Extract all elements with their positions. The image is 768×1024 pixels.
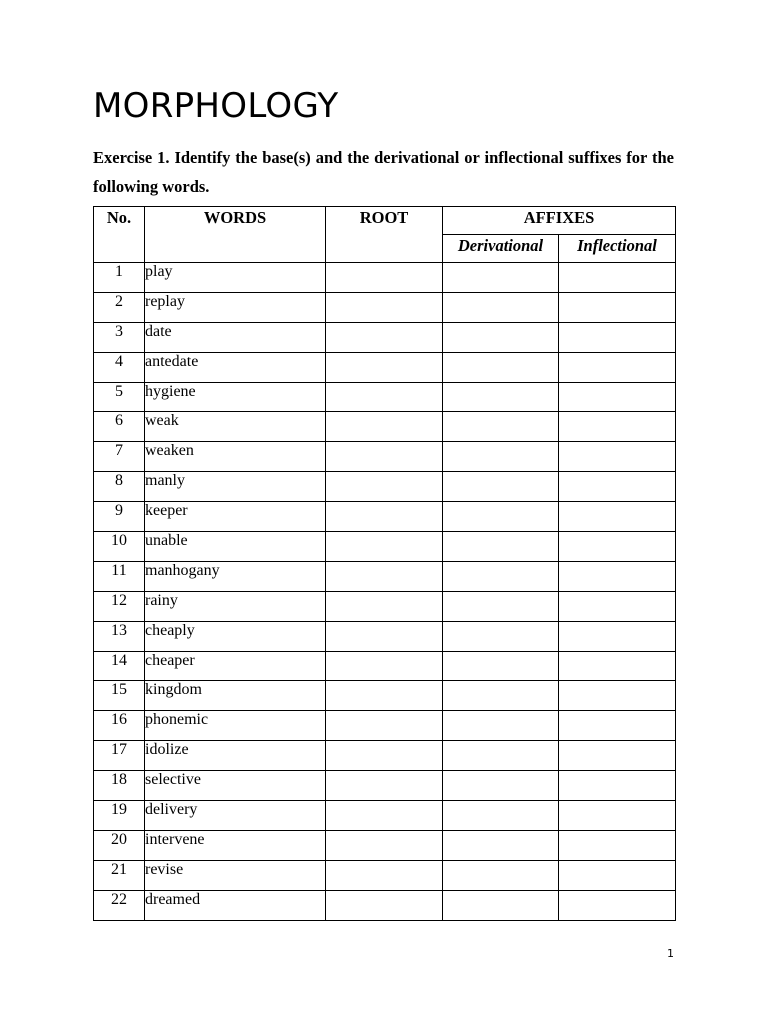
column-header-words: WORDS — [145, 207, 326, 263]
derivational-cell[interactable] — [443, 382, 559, 412]
word-cell: date — [145, 322, 326, 352]
table-row — [94, 830, 676, 860]
word-cell: cheaper — [145, 651, 326, 681]
derivational-cell[interactable] — [443, 352, 559, 382]
row-number: 16 — [94, 711, 145, 741]
inflectional-cell[interactable] — [559, 292, 676, 322]
word-cell: unable — [145, 532, 326, 562]
table-row — [94, 292, 676, 322]
root-cell[interactable] — [326, 292, 443, 322]
inflectional-cell[interactable] — [559, 860, 676, 890]
root-cell[interactable] — [326, 382, 443, 412]
root-cell[interactable] — [326, 741, 443, 771]
derivational-cell[interactable] — [443, 561, 559, 591]
word-cell: phonemic — [145, 711, 326, 741]
table-row — [94, 263, 676, 293]
row-number: 13 — [94, 621, 145, 651]
page-title: MORPHOLOGY — [93, 86, 339, 126]
row-number: 2 — [94, 292, 145, 322]
inflectional-cell[interactable] — [559, 472, 676, 502]
worksheet-table — [93, 206, 676, 921]
table-row — [94, 741, 676, 771]
table-row — [94, 442, 676, 472]
word-cell: manhogany — [145, 561, 326, 591]
row-number: 7 — [94, 442, 145, 472]
row-number: 14 — [94, 651, 145, 681]
inflectional-cell[interactable] — [559, 591, 676, 621]
table-row — [94, 591, 676, 621]
table-row — [94, 502, 676, 532]
table-row — [94, 472, 676, 502]
table-row — [94, 801, 676, 831]
row-number: 19 — [94, 801, 145, 831]
row-number: 18 — [94, 771, 145, 801]
inflectional-cell[interactable] — [559, 442, 676, 472]
inflectional-cell[interactable] — [559, 890, 676, 920]
root-cell[interactable] — [326, 711, 443, 741]
table-body — [94, 263, 676, 921]
derivational-cell[interactable] — [443, 651, 559, 681]
inflectional-cell[interactable] — [559, 322, 676, 352]
table-row — [94, 860, 676, 890]
row-number: 3 — [94, 322, 145, 352]
word-cell: revise — [145, 860, 326, 890]
word-cell: keeper — [145, 502, 326, 532]
word-cell: dreamed — [145, 890, 326, 920]
root-cell[interactable] — [326, 412, 443, 442]
root-cell[interactable] — [326, 801, 443, 831]
inflectional-cell[interactable] — [559, 502, 676, 532]
root-cell[interactable] — [326, 681, 443, 711]
derivational-cell[interactable] — [443, 472, 559, 502]
inflectional-cell[interactable] — [559, 711, 676, 741]
table-header-row — [94, 207, 676, 235]
derivational-cell[interactable] — [443, 322, 559, 352]
root-cell[interactable] — [326, 263, 443, 293]
root-cell[interactable] — [326, 591, 443, 621]
inflectional-cell[interactable] — [559, 741, 676, 771]
row-number: 17 — [94, 741, 145, 771]
inflectional-cell[interactable] — [559, 412, 676, 442]
table-row — [94, 651, 676, 681]
derivational-cell[interactable] — [443, 412, 559, 442]
inflectional-cell[interactable] — [559, 532, 676, 562]
root-cell[interactable] — [326, 621, 443, 651]
table-row — [94, 352, 676, 382]
derivational-cell[interactable] — [443, 830, 559, 860]
word-cell: replay — [145, 292, 326, 322]
word-cell: weaken — [145, 442, 326, 472]
table-row — [94, 382, 676, 412]
row-number: 4 — [94, 352, 145, 382]
root-cell[interactable] — [326, 532, 443, 562]
table-row — [94, 412, 676, 442]
inflectional-cell[interactable] — [559, 382, 676, 412]
word-cell: intervene — [145, 830, 326, 860]
root-cell[interactable] — [326, 322, 443, 352]
exercise-instruction: Exercise 1. Identify the base(s) and the derivational or inflectional suffixes for the following words. — [93, 148, 674, 196]
column-header-root: ROOT — [326, 207, 443, 263]
inflectional-cell[interactable] — [559, 263, 676, 293]
derivational-cell[interactable] — [443, 681, 559, 711]
derivational-cell[interactable] — [443, 263, 559, 293]
column-header-inflectional: Inflectional — [559, 235, 676, 263]
derivational-cell[interactable] — [443, 771, 559, 801]
row-number: 11 — [94, 561, 145, 591]
row-number: 22 — [94, 890, 145, 920]
table-row — [94, 322, 676, 352]
derivational-cell[interactable] — [443, 711, 559, 741]
inflectional-cell[interactable] — [559, 621, 676, 651]
column-header-derivational: Derivational — [443, 235, 559, 263]
word-cell: play — [145, 263, 326, 293]
table-row — [94, 532, 676, 562]
word-cell: delivery — [145, 801, 326, 831]
word-cell: manly — [145, 472, 326, 502]
root-cell[interactable] — [326, 651, 443, 681]
row-number: 1 — [94, 263, 145, 293]
word-cell: idolize — [145, 741, 326, 771]
root-cell[interactable] — [326, 830, 443, 860]
row-number: 8 — [94, 472, 145, 502]
root-cell[interactable] — [326, 890, 443, 920]
root-cell[interactable] — [326, 352, 443, 382]
derivational-cell[interactable] — [443, 801, 559, 831]
word-cell: hygiene — [145, 382, 326, 412]
row-number: 15 — [94, 681, 145, 711]
derivational-cell[interactable] — [443, 502, 559, 532]
row-number: 20 — [94, 830, 145, 860]
column-header-no: No. — [94, 207, 145, 263]
root-cell[interactable] — [326, 502, 443, 532]
inflectional-cell[interactable] — [559, 801, 676, 831]
root-cell[interactable] — [326, 561, 443, 591]
inflectional-cell[interactable] — [559, 561, 676, 591]
row-number: 12 — [94, 591, 145, 621]
derivational-cell[interactable] — [443, 890, 559, 920]
row-number: 5 — [94, 382, 145, 412]
word-cell: weak — [145, 412, 326, 442]
word-cell: kingdom — [145, 681, 326, 711]
inflectional-cell[interactable] — [559, 830, 676, 860]
root-cell[interactable] — [326, 472, 443, 502]
table-row — [94, 711, 676, 741]
table-row — [94, 561, 676, 591]
word-cell: antedate — [145, 352, 326, 382]
inflectional-cell[interactable] — [559, 352, 676, 382]
word-cell: rainy — [145, 591, 326, 621]
page-number: 1 — [667, 947, 674, 960]
inflectional-cell[interactable] — [559, 681, 676, 711]
derivational-cell[interactable] — [443, 292, 559, 322]
row-number: 6 — [94, 412, 145, 442]
table-row — [94, 621, 676, 651]
table-row — [94, 681, 676, 711]
table-row — [94, 890, 676, 920]
column-header-affixes: AFFIXES — [443, 207, 676, 235]
row-number: 9 — [94, 502, 145, 532]
row-number: 10 — [94, 532, 145, 562]
derivational-cell[interactable] — [443, 860, 559, 890]
inflectional-cell[interactable] — [559, 651, 676, 681]
derivational-cell[interactable] — [443, 442, 559, 472]
root-cell[interactable] — [326, 771, 443, 801]
word-cell: selective — [145, 771, 326, 801]
table-row — [94, 771, 676, 801]
word-cell: cheaply — [145, 621, 326, 651]
inflectional-cell[interactable] — [559, 771, 676, 801]
derivational-cell[interactable] — [443, 591, 559, 621]
derivational-cell[interactable] — [443, 532, 559, 562]
root-cell[interactable] — [326, 442, 443, 472]
derivational-cell[interactable] — [443, 741, 559, 771]
derivational-cell[interactable] — [443, 621, 559, 651]
row-number: 21 — [94, 860, 145, 890]
root-cell[interactable] — [326, 860, 443, 890]
